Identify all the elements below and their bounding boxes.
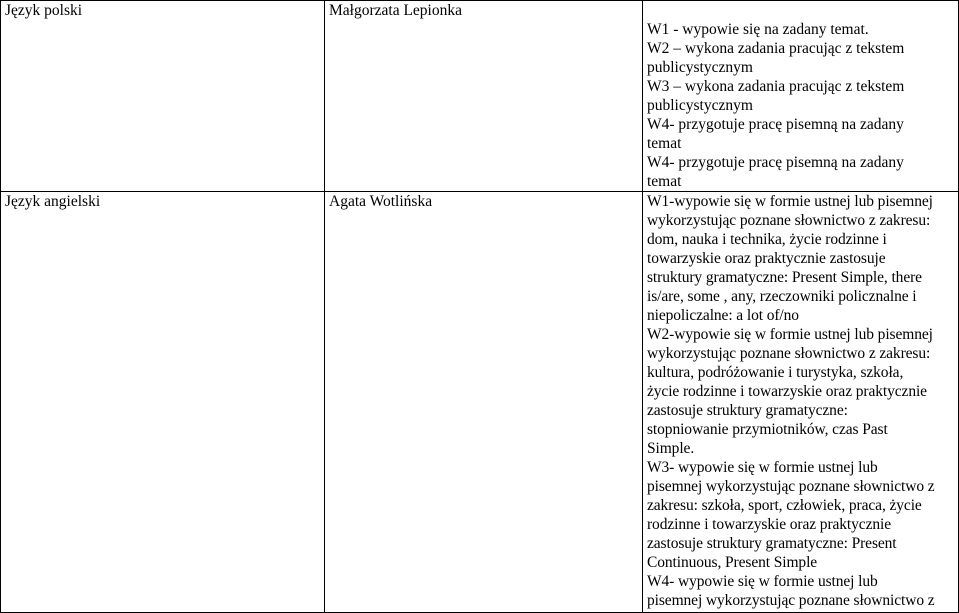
objective-line: W1-wypowie się w formie ustnej lub pisemnej — [647, 193, 933, 210]
objective-line: zastosuje struktury gramatyczne: — [647, 402, 848, 419]
objective-line: Continuous, Present Simple — [647, 554, 818, 571]
table-row-polish — [1, 1, 959, 192]
teacher-cell: Małgorzata Lepionka — [325, 1, 643, 192]
objective-line: publicystycznym — [647, 97, 753, 114]
objective-line: temat — [647, 173, 682, 190]
objective-line: W3- wypowie się w formie ustnej lub — [647, 459, 878, 476]
objective-line: rodzinne i towarzyskie oraz praktycznie — [647, 516, 891, 533]
teacher-cell: Agata Wotlińska — [325, 192, 643, 613]
objectives-list-english — [647, 192, 956, 610]
objective-line: W2-wypowie się w formie ustnej lub pisemnej — [647, 326, 933, 343]
objective-line: Simple. — [647, 440, 695, 457]
objective-line: zakresu: szkoła, sport, człowiek, praca, życie — [647, 497, 922, 514]
objective-line: W4- przygotuje pracę pisemną na zadany — [647, 116, 904, 133]
objective-line: is/are, some , any, rzeczowniki policznalne i — [647, 288, 917, 305]
objective-line: dom, nauka i technika, życie rodzinne i — [647, 231, 887, 248]
objective-line: towarzyskie oraz praktycznie zastosuje — [647, 250, 886, 267]
objectives-cell — [643, 1, 959, 192]
objective-line: wykorzystując poznane słownictwo z zakresu: — [647, 212, 931, 229]
objective-line: wykorzystując poznane słownictwo z zakresu: — [647, 345, 931, 362]
objective-line: niepoliczalne: a lot of/no — [647, 307, 799, 324]
objective-line: W4- przygotuje pracę pisemną na zadany — [647, 154, 904, 171]
objective-line: życie rodzinne i towarzyskie oraz praktycznie — [647, 383, 927, 400]
subject-cell: Język polski — [1, 1, 325, 192]
objective-line: zastosuje struktury gramatyczne: Present — [647, 535, 897, 552]
objective-line: W2 – wykona zadania pracując z tekstem — [647, 40, 905, 57]
objective-line: struktury gramatyczne: Present Simple, there — [647, 269, 922, 286]
objectives-cell — [643, 192, 959, 613]
objective-line: W3 – wykona zadania pracując z tekstem — [647, 78, 905, 95]
objective-line: pisemnej wykorzystując poznane słownictwo z — [647, 592, 935, 609]
objectives-list-polish — [647, 1, 956, 191]
objective-line: stopniowanie przymiotników, czas Past — [647, 421, 888, 438]
subject-cell: Język angielski — [1, 192, 325, 613]
objective-line: temat — [647, 135, 682, 152]
objective-line: W4- wypowie się w formie ustnej lub — [647, 573, 878, 590]
objective-line: kultura, podróżowanie i turystyka, szkoła, — [647, 364, 904, 381]
objective-line: pisemnej wykorzystując poznane słownictwo z — [647, 478, 935, 495]
table-row-english — [1, 192, 959, 613]
objective-line: W1 - wypowie się na zadany temat. — [647, 21, 869, 38]
objective-line: publicystycznym — [647, 59, 753, 76]
